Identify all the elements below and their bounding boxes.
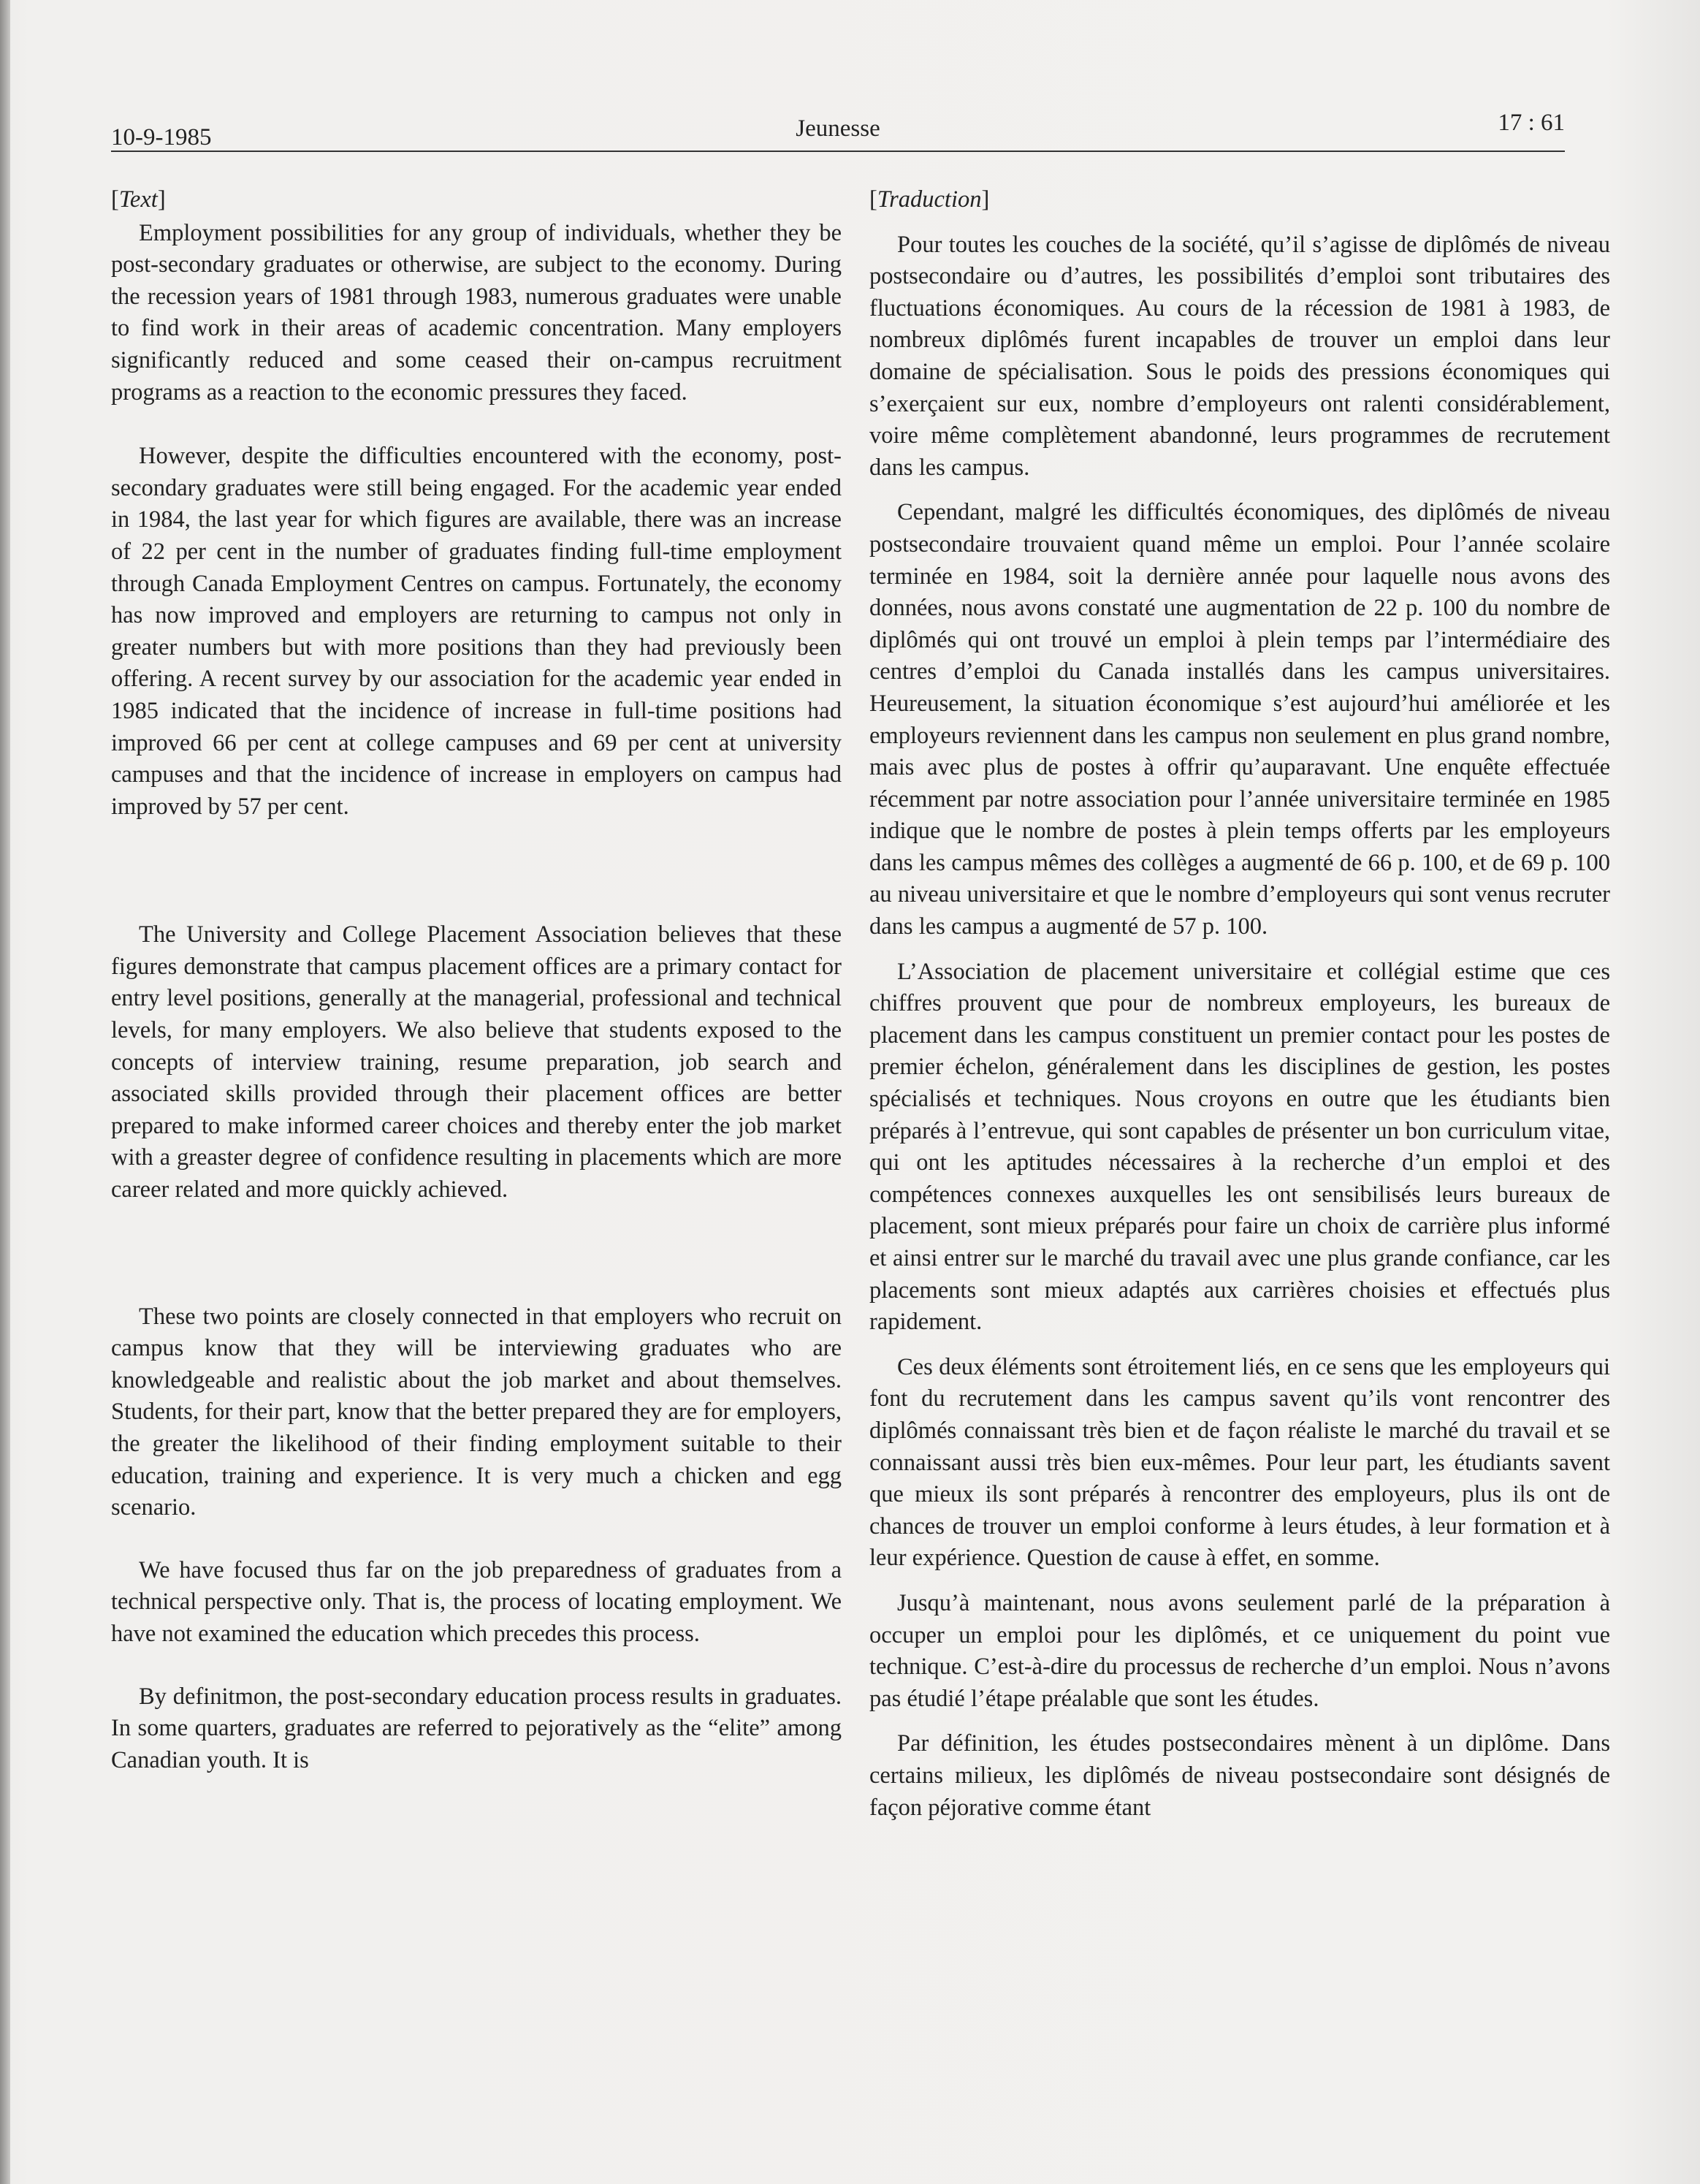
- page-binding-edge: [0, 0, 10, 2184]
- french-paragraph: Par définition, les études postsecondaires mènent à un diplôme. Dans certains milieux, les diplômés de niveau postsecondaire sont désignés de façon péjorative comme étant: [869, 1730, 1610, 1821]
- french-paragraph: Jusqu’à maintenant, nous avons seulement parlé de la préparation à occuper un emploi pour les diplômés, et ce uniquement du point vue technique. C’est-à-dire du processus de recherche d’un emploi. Nous n’avons pas étudié l’étape préalable que sont les études.: [869, 1589, 1610, 1712]
- english-paragraph: By definitmon, the post-secondary education process results in graduates. In some quarters, graduates are referred to pejoratively as the “elite” among Canadian youth. It is: [111, 1683, 842, 1773]
- page-header: [111, 110, 1565, 152]
- english-label: [Text]: [111, 186, 166, 213]
- header-date: 10-9-1985: [111, 124, 212, 151]
- english-paragraph: We have focused thus far on the job preparedness of graduates from a technical perspective only. That is, the process of locating employment. We have not examined the education which precedes this process.: [111, 1556, 842, 1647]
- french-paragraph: L’Association de placement universitaire et collégial estime que ces chiffres prouvent que pour de nombreux employeurs, les bureaux de placement dans les campus constituent un premier contact pour les postes de premier échelon, généralement dans les disciplines de gestion, les postes spécialisés et techniques. Nous croyons en outre que les étudiants bien préparés à l’entrevue, qui sont capables de présenter un bon curriculum vitae, qui ont les aptitudes nécessaires à la recherche d’un emploi et des compétences connexes auxquelles les ont sensibilisés leurs bureaux de placement, sont mieux préparés pour faire un choix de carrière plus informé et ainsi entrer sur le marché du travail avec une plus grande confiance, car les placements sont mieux adaptés aux carrières choisies et effectués plus rapidement.: [869, 958, 1610, 1336]
- english-paragraph: Employment possibilities for any group of individuals, whether they be post-secondary graduates or otherwise, are subject to the economy. During the recession years of 1981 through 1983, numerous graduates were unable to find work in their areas of academic concentration. Many employers significantly reduced and some ceased their on-campus recruitment programs as a reaction to the economic pressures they faced.: [111, 219, 842, 406]
- french-label: [Traduction]: [869, 186, 990, 213]
- french-paragraph: Ces deux éléments sont étroitement liés, en ce sens que les employeurs qui font du recrutement dans les campus savent qu’ils vont rencontrer des diplômés connaissant très bien et de façon réaliste le marché du travail et se connaissant aussi très bien eux-mêmes. Pour leur part, les étudiants savent que mieux ils sont préparés à rencontrer des employeurs, plus ils ont de chances de trouver un emploi conforme à leurs études, à leur formation et à leur expérience. Question de cause à effet, en somme.: [869, 1353, 1610, 1572]
- english-paragraph: However, despite the difficulties encountered with the economy, post-secondary graduates were still being engaged. For the academic year ended in 1984, the last year for which figures are available, there was an increase of 22 per cent in the number of graduates finding full-time employment through Canada Employment Centres on campus. Fortunately, the economy has now improved and employers are returning to campus not only in greater numbers but with more positions than they had previously been offering. A recent survey by our association for the academic year ended in 1985 indicated that the incidence of increase in full-time positions had improved 66 per cent at college campuses and 69 per cent at university campuses and that the incidence of increase in employers on campus had improved by 57 per cent.: [111, 443, 842, 820]
- french-paragraph: Pour toutes les couches de la société, qu’il s’agisse de diplômés de niveau postsecondaire ou d’autres, les possibilités d’emploi sont tributaires des fluctuations économiques. Au cours de la récession de 1981 à 1983, de nombreux diplômés furent incapables de trouver un emploi dans leur domaine de spécialisation. Sous le poids des pressions économiques qui s’exerçaient sur eux, nombre d’employeurs ont ralenti considérablement, voire même complètement abandonné, leurs programmes de recrutement dans les campus.: [869, 231, 1610, 481]
- header-title: Jeunesse: [796, 115, 880, 142]
- english-paragraph: The University and College Placement Association believes that these figures demonstrate that campus placement offices are a primary contact for entry level positions, generally at the managerial, professional and technical levels, for many employers. We also believe that students exposed to the concepts of interview training, resume preparation, job search and associated skills provided through their placement offices are better prepared to make informed career choices and thereby enter the job market with a greaster degree of confidence resulting in placements which are more career related and more quickly achieved.: [111, 921, 842, 1203]
- french-paragraph: Cependant, malgré les difficultés économiques, des diplômés de niveau postsecondaire trouvaient quand même un emploi. Pour l’année scolaire terminée en 1984, soit la dernière année pour laquelle nous avons des données, nous avons constaté une augmentation de 22 p. 100 du nombre de diplômés qui ont trouvé un emploi à plein temps par l’intermédiaire des centres d’emploi du Canada installés dans les campus universitaires. Heureusement, la situation économique s’est aujourd’hui améliorée et les employeurs reviennent dans les campus non seulement en plus grand nombre, mais avec plus de postes à offrir qu’auparavant. Une enquête effectuée récemment par notre association pour l’année universitaire terminée en 1985 indique que le nombre de postes à plein temps offerts par les employeurs dans les campus mêmes des collèges a augmenté de 66 p. 100, et de 69 p. 100 au niveau universitaire et que le nombre d’employeurs qui sont venus recruter dans les campus a augmenté de 57 p. 100.: [869, 499, 1610, 940]
- french-column: [869, 184, 1610, 1824]
- english-column: [111, 184, 842, 1776]
- header-page-number: 17 : 61: [1498, 110, 1565, 136]
- english-paragraph: These two points are closely connected in that employers who recruit on campus know that they will be interviewing graduates who are knowledgeable and realistic about the job market and about themselves. Students, for their part, know that the better prepared they are for employers, the greater the likelihood of their finding employment suitable to their education, training and experience. It is very much a chicken and egg scenario.: [111, 1303, 842, 1521]
